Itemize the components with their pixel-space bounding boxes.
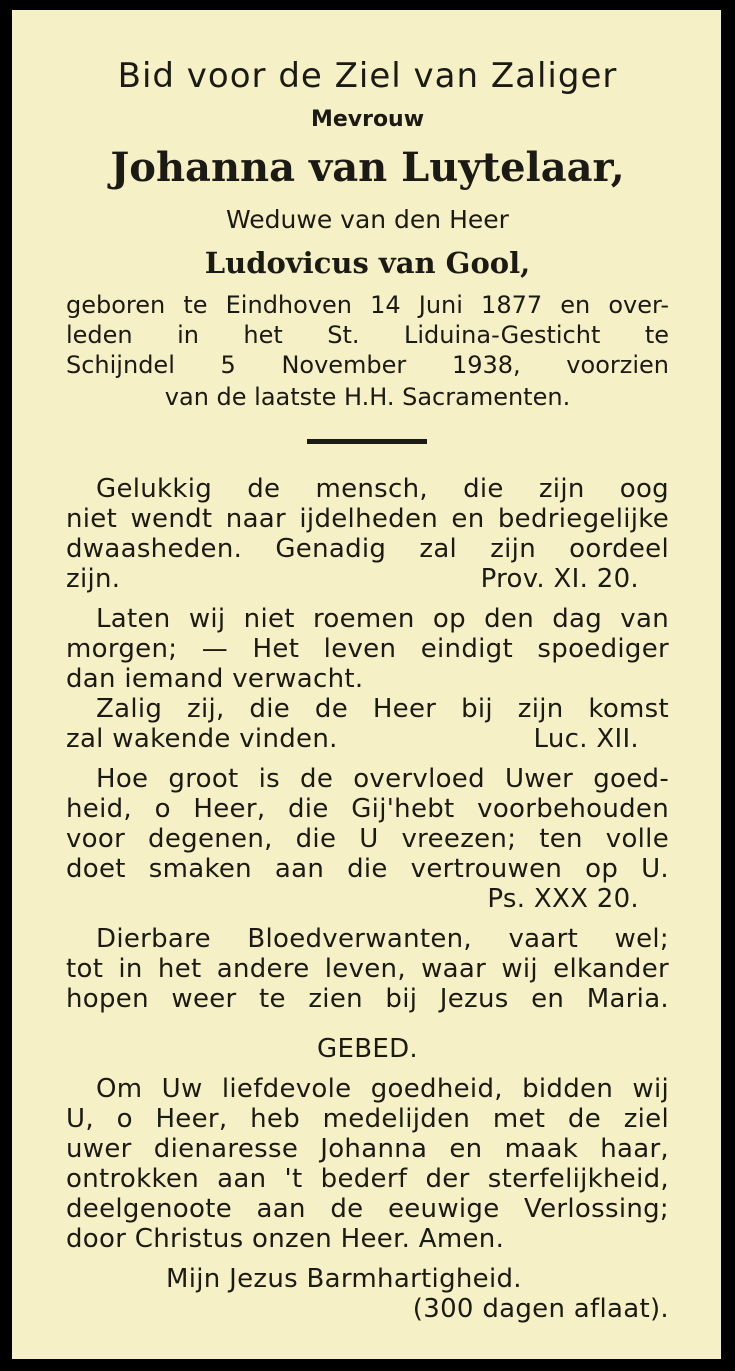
prayer-line: deelgenoote aan de eeuwige Verlossing; [66, 1194, 669, 1224]
scripture-reference: Ps. XXX 20. [487, 884, 639, 914]
indulgence-note: (300 dagen aflaat). [412, 1294, 669, 1324]
verse-line: heid, o Heer, die Gij'hebt voorbehouden [66, 794, 669, 824]
bio-line: geboren te Eindhoven 14 Juni 1877 en over- [66, 291, 669, 319]
header-title-mevrouw: Mevrouw [310, 107, 425, 132]
bio-line: van de laatste H.H. Sacramenten. [164, 383, 571, 411]
verse-line [66, 724, 669, 754]
verse-line: doet smaken aan die vertrouwen op U. [66, 854, 669, 884]
verse-line: Hoe groot is de overvloed Uwer goed- [96, 764, 669, 794]
header-prayer-line: Bid voor de Ziel van Zaliger [117, 56, 618, 96]
prayer-line: Om Uw liefdevole goedheid, bidden wij [96, 1074, 669, 1104]
husband-name: Ludovicus van Gool, [204, 246, 531, 280]
verse-line: voor degenen, die U vreezen; ten volle [66, 824, 669, 854]
invocation: Mijn Jezus Barmhartigheid. [166, 1264, 522, 1294]
verse-line: Gelukkig de mensch, die zijn oog [96, 474, 669, 504]
verse-line: morgen; — Het leven eindigt spoediger [66, 634, 669, 664]
deceased-name: Johanna van Luytelaar, [110, 144, 625, 191]
prayer-line: door Christus onzen Heer. Amen. [66, 1224, 505, 1254]
divider-rule [307, 439, 427, 444]
verse-line: Zalig zij, die de Heer bij zijn komst [96, 694, 669, 724]
verse-line: hopen weer te zien bij Jezus en Maria. [66, 984, 669, 1014]
verse-text: zijn. [66, 564, 121, 594]
widow-of-line: Weduwe van den Heer [226, 205, 509, 234]
bio-line: leden in het St. Liduina-Gesticht te [66, 321, 669, 349]
verse-line: dwaasheden. Genadig zal zijn oordeel [66, 534, 669, 564]
memorial-card [12, 10, 721, 1359]
verse-line: tot in het andere leven, waar wij elkander [66, 954, 669, 984]
prayer-line: uwer dienaresse Johanna en maak haar, [66, 1134, 669, 1164]
verse-line: Laten wij niet roemen op den dag van [96, 604, 669, 634]
prayer-line: ontrokken aan 't bederf der sterfelijkheid, [66, 1164, 669, 1194]
verse-line: dan iemand verwacht. [66, 664, 364, 694]
prayer-line: U, o Heer, heb medelijden met de ziel [66, 1104, 669, 1134]
verse-line: niet wendt naar ijdelheden en bedriegelijke [66, 504, 669, 534]
scripture-reference: Prov. XI. 20. [480, 564, 639, 594]
verse-line: Dierbare Bloedverwanten, vaart wel; [96, 924, 669, 954]
verse-line [66, 564, 669, 594]
prayer-title: GEBED. [317, 1034, 418, 1064]
bio-line: Schijndel 5 November 1938, voorzien [66, 351, 669, 379]
verse-text: zal wakende vinden. [66, 724, 338, 754]
scripture-reference: Luc. XII. [533, 724, 639, 754]
